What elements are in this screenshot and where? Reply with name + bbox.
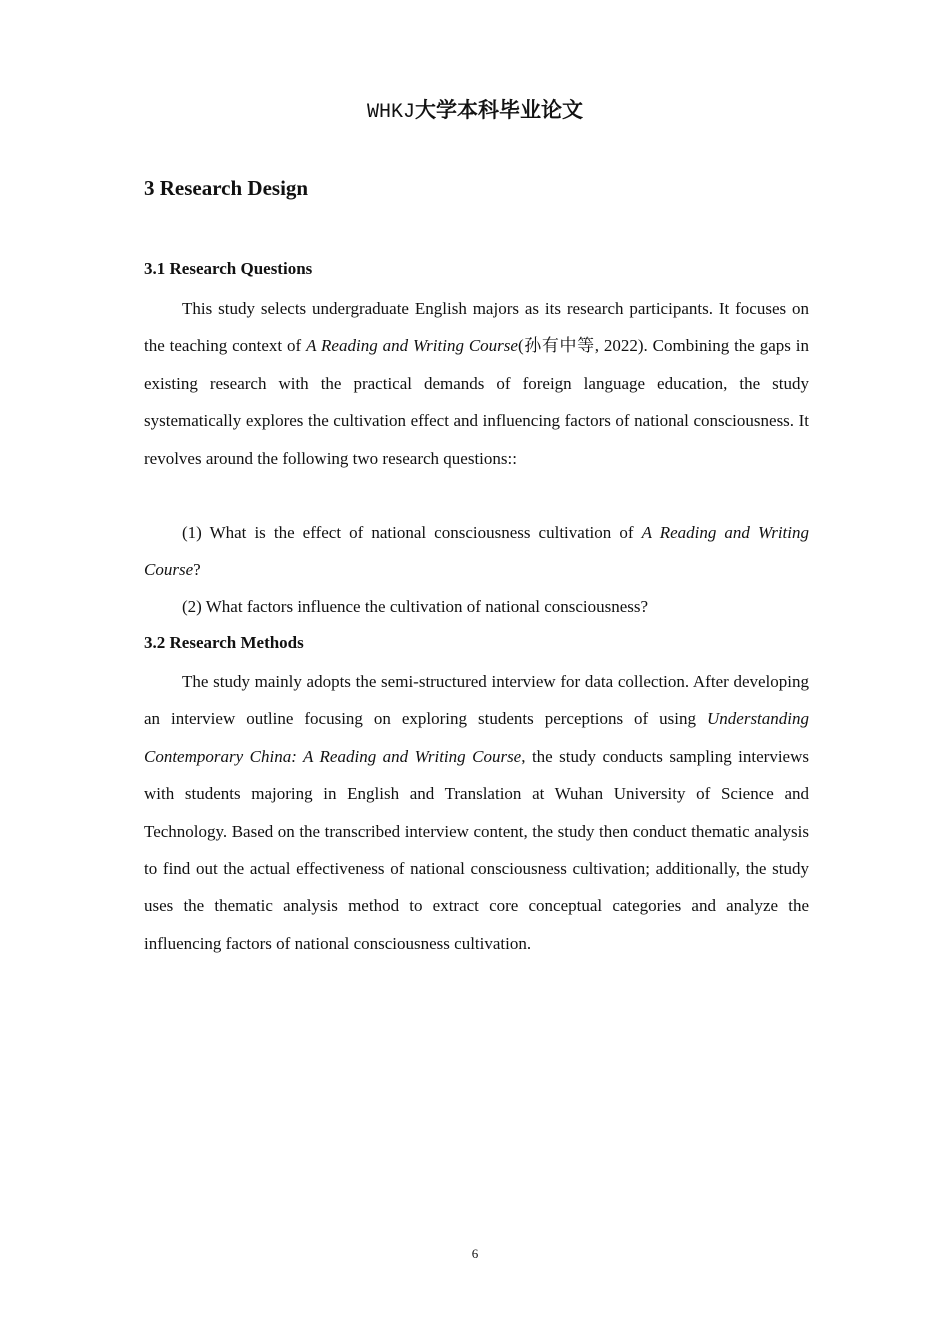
chapter-title: 3 Research Design xyxy=(144,176,309,200)
page-number: 6 xyxy=(471,1246,479,1261)
text-span: The study mainly adopts the semi-structured interview for data collection. After developing an interview outline focusing on exploring students perceptions of using xyxy=(144,672,809,729)
running-header xyxy=(0,94,950,124)
section-title-3-2: 3.2 Research Methods xyxy=(144,633,304,652)
research-question-1 xyxy=(144,514,809,589)
header-latin: WHKJ xyxy=(366,101,415,124)
book-title: A Reading and Writing Course xyxy=(144,523,809,580)
text-span: (孙有中等, 2022). Combining the gaps in existing research with the practical demands of foreign language education, the study systematically explores the cultivation effect and influencing factors of national consciousness. It revolves around the following two research questions:: xyxy=(144,336,809,468)
section-title-3-1: 3.1 Research Questions xyxy=(144,259,313,278)
text-span: (1) What is the effect of national consciousness cultivation of xyxy=(182,523,642,542)
text-span: , the study conducts sampling interviews with students majoring in English and Translation at Wuhan University of Science and Technology. Based on the transcribed interview content, the study then conduct thematic analysis to find out the actual effectiveness of national consciousness cultivation; additionally, the study uses the thematic analysis method to extract core conceptual categories and analyze the influencing factors of national consciousness cultivation. xyxy=(144,746,809,953)
text-span: This study selects undergraduate English majors as its research participants. It focuses on the teaching context of xyxy=(144,299,809,356)
paragraph-research-questions xyxy=(144,290,809,477)
book-title: A Reading and Writing Course xyxy=(306,336,518,356)
research-question-2: (2) What factors influence the cultivation of national consciousness? xyxy=(182,597,649,616)
header-cjk: 大学本科毕业论文 xyxy=(415,97,583,122)
book-title: Understanding Contemporary China: A Reading and Writing Course xyxy=(144,709,809,766)
paragraph-research-methods xyxy=(144,663,809,962)
text-span: ? xyxy=(193,560,201,580)
